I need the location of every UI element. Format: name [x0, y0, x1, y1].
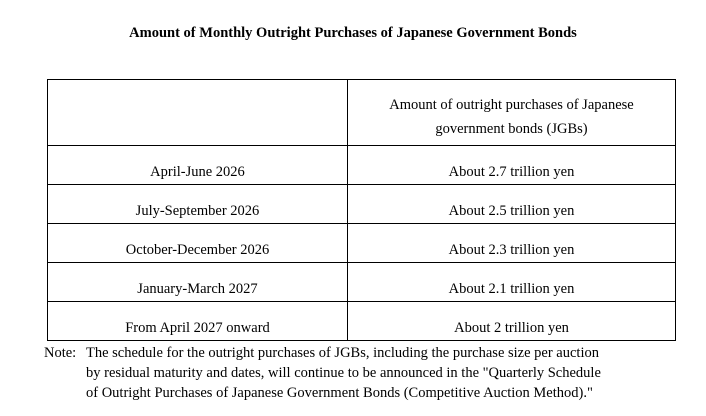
note-line-2: by residual maturity and dates, will continue to be announced in the "Quarterly Schedule — [86, 365, 601, 381]
header-amount-line1: Amount of outright purchases of Japanese — [389, 97, 634, 113]
footnote — [44, 343, 684, 403]
amount-cell: About 2.5 trillion yen — [348, 185, 676, 224]
table-row — [48, 185, 676, 224]
period-cell: July-September 2026 — [48, 185, 348, 224]
note-line-1: The schedule for the outright purchases of JGBs, including the purchase size per auction — [86, 345, 599, 361]
note-text — [86, 343, 684, 403]
period-cell: October-December 2026 — [48, 224, 348, 263]
purchase-schedule-table — [47, 79, 676, 341]
note-line-3: of Outright Purchases of Japanese Government Bonds (Competitive Auction Method)." — [86, 385, 593, 401]
period-cell: April-June 2026 — [48, 146, 348, 185]
amount-cell: About 2.7 trillion yen — [348, 146, 676, 185]
table-row — [48, 302, 676, 341]
header-cell-amount — [348, 80, 676, 146]
period-cell: From April 2027 onward — [48, 302, 348, 341]
page-title: Amount of Monthly Outright Purchases of Japanese Government Bonds — [129, 25, 577, 41]
amount-cell: About 2 trillion yen — [348, 302, 676, 341]
amount-cell: About 2.1 trillion yen — [348, 263, 676, 302]
header-amount-line2: government bonds (JGBs) — [435, 121, 588, 137]
table-row — [48, 146, 676, 185]
table-header-row — [48, 80, 676, 146]
table-row — [48, 224, 676, 263]
table-row — [48, 263, 676, 302]
header-cell-period — [48, 80, 348, 146]
period-cell: January-March 2027 — [48, 263, 348, 302]
note-label: Note: — [44, 345, 77, 361]
amount-cell: About 2.3 trillion yen — [348, 224, 676, 263]
